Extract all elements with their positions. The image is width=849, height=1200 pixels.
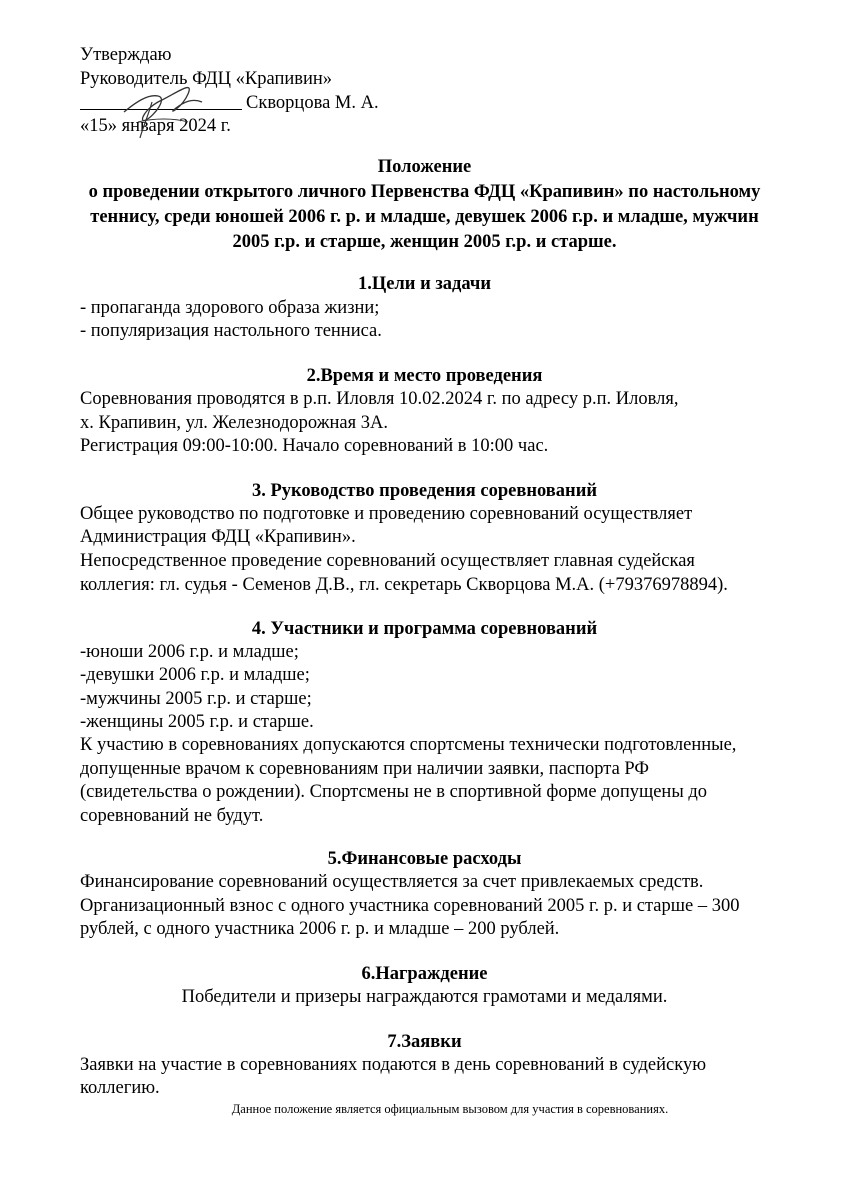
section-1-line: - популяризация настольного тенниса. bbox=[80, 321, 382, 341]
section-4-line: -юноши 2006 г.р. и младше; bbox=[80, 642, 299, 662]
approval-position: Руководитель ФДЦ «Крапивин» bbox=[80, 69, 333, 89]
section-3-line: Администрация ФДЦ «Крапивин». bbox=[80, 527, 356, 547]
approval-label: Утверждаю bbox=[80, 45, 172, 65]
section-7-line: коллегию. bbox=[80, 1078, 160, 1098]
section-4-line: К участию в соревнованиях допускаются спортсмены технически подготовленные, bbox=[80, 735, 737, 755]
section-4-line: соревнований не будут. bbox=[80, 806, 264, 826]
section-4-line: (свидетельства о рождении). Спортсмены не в спортивной форме допущены до bbox=[80, 782, 708, 802]
section-4-line: -мужчины 2005 г.р. и старше; bbox=[80, 689, 312, 709]
section-5-line: Организационный взнос с одного участника соревнований 2005 г. р. и старше – 300 bbox=[80, 896, 740, 916]
section-7-line: Заявки на участие в соревнованиях подаются в день соревнований в судейскую bbox=[80, 1055, 707, 1075]
document-subtitle-2: теннису, среди юношей 2006 г. р. и младше, девушек 2006 г.р. и младше, мужчин bbox=[90, 207, 759, 227]
section-3-line: Непосредственное проведение соревнований осуществляет главная судейская bbox=[80, 551, 695, 571]
section-1-heading: 1.Цели и задачи bbox=[357, 274, 492, 294]
section-7-heading: 7.Заявки bbox=[387, 1032, 462, 1052]
section-4-line: -девушки 2006 г.р. и младше; bbox=[80, 665, 310, 685]
document-subtitle-1: о проведении открытого личного Первенства ФДЦ «Крапивин» по настольному bbox=[88, 182, 761, 202]
document-title: Положение bbox=[377, 157, 472, 177]
section-2-line: Соревнования проводятся в р.п. Иловля 10.02.2024 г. по адресу р.п. Иловля, bbox=[80, 389, 679, 409]
section-1-line: - пропаганда здорового образа жизни; bbox=[80, 298, 380, 318]
approval-date: «15» января 2024 г. bbox=[80, 116, 231, 136]
section-4-line: -женщины 2005 г.р. и старше. bbox=[80, 712, 314, 732]
document-subtitle-3: 2005 г.р. и старше, женщин 2005 г.р. и старше. bbox=[232, 232, 617, 252]
section-5-line: Финансирование соревнований осуществляется за счет привлекаемых средств. bbox=[80, 872, 704, 892]
section-2-line: Регистрация 09:00-10:00. Начало соревнований в 10:00 час. bbox=[80, 436, 549, 456]
section-3-heading: 3. Руководство проведения соревнований bbox=[251, 481, 598, 501]
section-3-line: коллегия: гл. судья - Семенов Д.В., гл. секретарь Скворцова М.А. (+79376978894). bbox=[80, 575, 728, 595]
section-4-heading: 4. Участники и программа соревнований bbox=[251, 619, 598, 639]
handwritten-signature bbox=[118, 72, 208, 142]
section-2-line: х. Крапивин, ул. Железнодорожная 3А. bbox=[80, 413, 388, 433]
section-5-line: рублей, с одного участника 2006 г. р. и младше – 200 рублей. bbox=[80, 919, 560, 939]
section-4-line: допущенные врачом к соревнованиям при наличии заявки, паспорта РФ bbox=[80, 759, 650, 779]
section-2-heading: 2.Время и место проведения bbox=[306, 366, 543, 386]
approval-signer: Скворцова М. А. bbox=[246, 93, 379, 113]
section-5-heading: 5.Финансовые расходы bbox=[327, 849, 522, 869]
section-3-line: Общее руководство по подготовке и проведению соревнований осуществляет bbox=[80, 504, 693, 524]
footer-note: Данное положение является официальным вызовом для участия в соревнованиях. bbox=[231, 1102, 669, 1116]
section-6-heading: 6.Награждение bbox=[361, 964, 488, 984]
section-6-line: Победители и призеры награждаются грамотами и медалями. bbox=[181, 987, 668, 1007]
